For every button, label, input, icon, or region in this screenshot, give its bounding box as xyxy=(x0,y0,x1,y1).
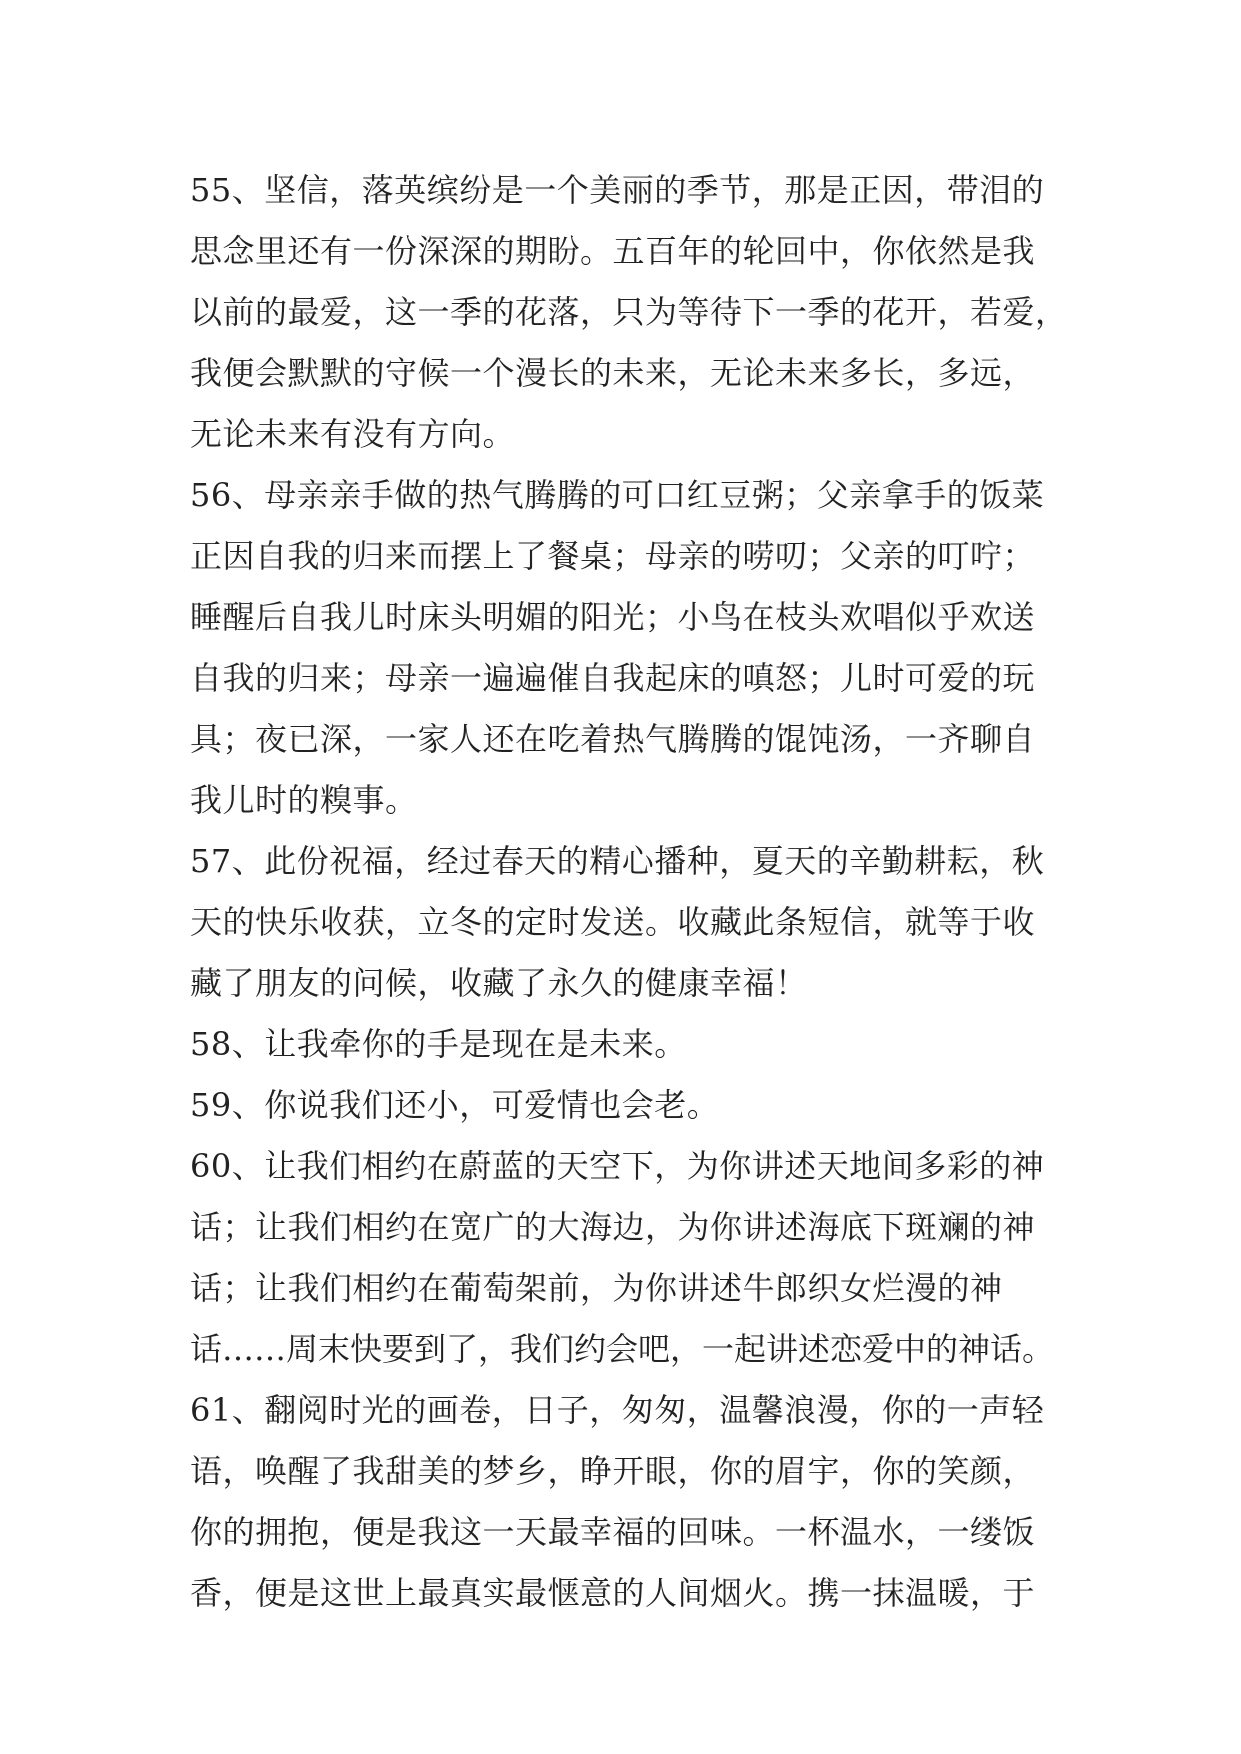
document-body xyxy=(190,160,1070,1624)
text-line: 56、母亲亲手做的热气腾腾的可口红豆粥；父亲拿手的饭菜 xyxy=(190,476,1045,514)
text-line: 香，便是这世上最真实最惬意的人间烟火。携一抹温暖，于 xyxy=(190,1574,1036,1612)
text-line: 自我的归来；母亲一遍遍催自我起床的嗔怒；儿时可爱的玩 xyxy=(190,659,1036,697)
text-line: 睡醒后自我儿时床头明媚的阳光；小鸟在枝头欢唱似乎欢送 xyxy=(190,598,1036,636)
text-line: 藏了朋友的问候，收藏了永久的健康幸福！ xyxy=(190,964,808,1002)
text-line: 58、让我牵你的手是现在是未来。 xyxy=(190,1025,687,1063)
text-line: 思念里还有一份深深的期盼。五百年的轮回中，你依然是我 xyxy=(190,232,1036,270)
text-line: 话；让我们相约在宽广的大海边，为你讲述海底下斑斓的神 xyxy=(190,1208,1036,1246)
text-line: 55、坚信，落英缤纷是一个美丽的季节，那是正因，带泪的 xyxy=(190,171,1045,209)
text-line: 正因自我的归来而摆上了餐桌；母亲的唠叨；父亲的叮咛； xyxy=(190,537,1036,575)
text-line: 话……周末快要到了，我们约会吧，一起讲述恋爱中的神话。 xyxy=(190,1330,1055,1368)
text-line: 以前的最爱，这一季的花落，只为等待下一季的花开，若爱， xyxy=(190,293,1068,331)
text-line: 具；夜已深，一家人还在吃着热气腾腾的馄饨汤，一齐聊自 xyxy=(190,720,1036,758)
text-line: 我儿时的糗事。 xyxy=(190,781,418,819)
text-line: 57、此份祝福，经过春天的精心播种，夏天的辛勤耕耘，秋 xyxy=(190,842,1045,880)
text-line: 我便会默默的守候一个漫长的未来，无论未来多长，多远， xyxy=(190,354,1036,392)
text-line: 天的快乐收获，立冬的定时发送。收藏此条短信，就等于收 xyxy=(190,903,1036,941)
text-line: 语，唤醒了我甜美的梦乡，睁开眼，你的眉宇，你的笑颜， xyxy=(190,1452,1036,1490)
text-line: 话；让我们相约在葡萄架前，为你讲述牛郎织女烂漫的神 xyxy=(190,1269,1003,1307)
text-line: 60、让我们相约在蔚蓝的天空下，为你讲述天地间多彩的神 xyxy=(190,1147,1045,1185)
text-line: 无论未来有没有方向。 xyxy=(190,415,516,453)
text-line: 你的拥抱，便是我这一天最幸福的回味。一杯温水，一缕饭 xyxy=(190,1513,1036,1551)
text-line: 59、你说我们还小，可爱情也会老。 xyxy=(190,1086,720,1124)
text-line: 61、翻阅时光的画卷，日子，匆匆，温馨浪漫，你的一声轻 xyxy=(190,1391,1045,1429)
